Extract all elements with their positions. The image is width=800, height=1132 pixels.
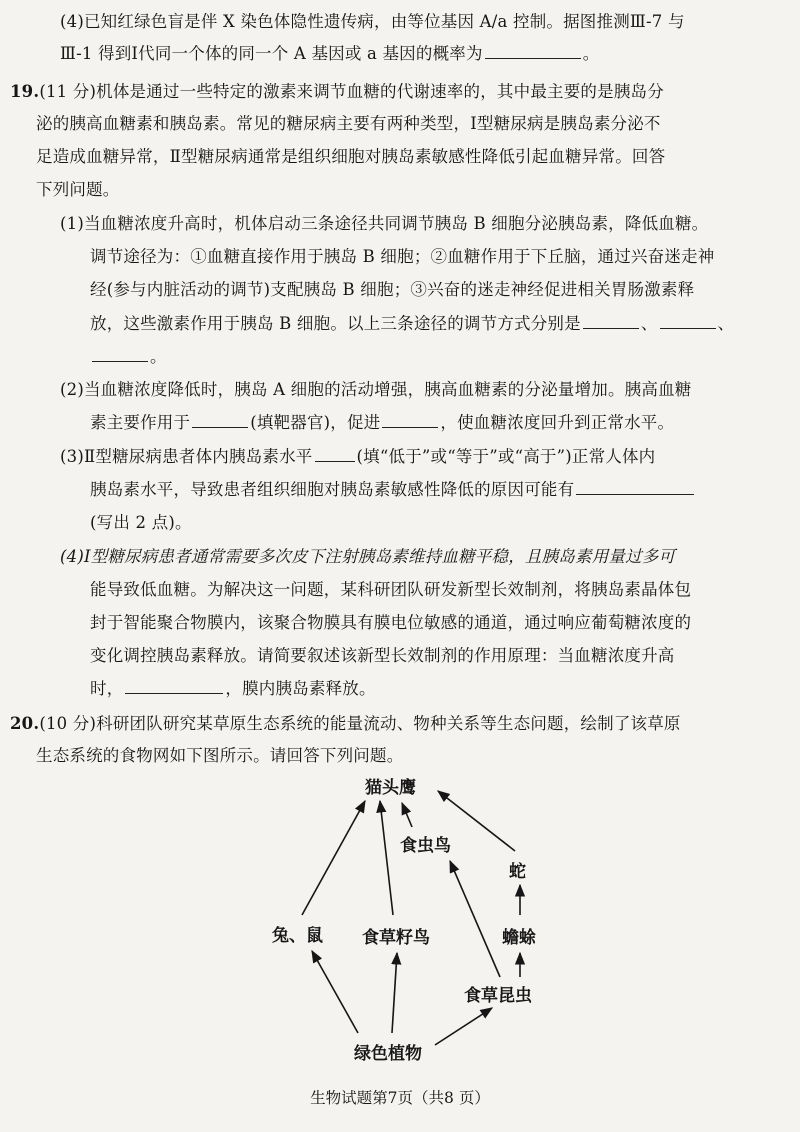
q18-4-line2	[60, 42, 599, 66]
arrow-plant-to-rabbit-mouse	[312, 951, 358, 1033]
q20-line1	[10, 712, 681, 736]
q20-line1-text: (10 分)科研团队研究某草原生态系统的能量流动、物种关系等生态问题，绘制了该草原	[39, 714, 681, 733]
q19-line2: 泌的胰高血糖素和胰岛素。常见的糖尿病主要有两种类型，Ⅰ型糖尿病是胰岛素分泌不	[36, 114, 661, 133]
answer-blank[interactable]	[485, 42, 581, 59]
q19-2-line2	[90, 411, 674, 435]
q19-line3: 足造成血糖异常，Ⅱ型糖尿病通常是组织细胞对胰岛素敏感性降低引起血糖异常。回答	[36, 147, 666, 166]
answer-blank-1[interactable]	[583, 312, 639, 329]
food-web-diagram	[250, 765, 570, 1075]
q19-number: 19.	[10, 82, 40, 101]
answer-blank-promote[interactable]	[382, 411, 438, 428]
q20-number: 20.	[10, 714, 40, 733]
answer-blank-3[interactable]	[92, 345, 148, 362]
q19-4-line5	[90, 677, 376, 701]
q19-4-line5-end: ，膜内胰岛素释放。	[225, 679, 376, 698]
q19-1-line1: (1)当血糖浓度升高时，机体启动三条途径共同调节胰岛 B 细胞分泌胰岛素，降低血糖。	[60, 214, 709, 233]
arrow-plant-to-insect	[435, 1008, 492, 1045]
q19-3-line1-text: (3)Ⅱ型糖尿病患者体内胰岛素水平	[60, 447, 313, 466]
q19-2-line1: (2)当血糖浓度降低时，胰岛 A 细胞的活动增强，胰高血糖素的分泌量增加。胰高血糖	[60, 380, 692, 399]
q19-4-line2: 能导致低血糖。为解决这一问题，某科研团队研发新型长效制剂，将胰岛素晶体包	[90, 580, 692, 599]
node-snake: 蛇	[509, 862, 526, 882]
answer-blank-insulin-level[interactable]	[315, 445, 355, 462]
page-footer: 生物试题第7页（共8 页）	[310, 1089, 490, 1107]
answer-blank-mechanism[interactable]	[125, 677, 223, 694]
node-seed-bird: 食草籽鸟	[362, 928, 430, 948]
q19-2-line2-mid: (填靶器官)，促进	[250, 413, 381, 432]
answer-blank-reason[interactable]	[576, 478, 694, 495]
node-toad: 蟾蜍	[502, 928, 536, 948]
q18-4-line2-end: 。	[582, 44, 600, 63]
node-insect-bird: 食虫鸟	[400, 836, 451, 856]
q19-1-sep1: 、	[640, 314, 658, 333]
q19-line1-text: (11 分)机体是通过一些特定的激素来调节血糖的代谢速率的，其中最主要的是胰岛分	[39, 82, 664, 101]
q19-1-line4	[90, 312, 734, 336]
q19-3-line1	[60, 445, 655, 469]
q20-line2: 生态系统的食物网如下图所示。请回答下列问题。	[36, 746, 404, 765]
node-insect: 食草昆虫	[464, 986, 532, 1006]
q19-4-line5-text: 时，	[90, 679, 124, 698]
node-plant: 绿色植物	[354, 1044, 422, 1064]
q19-1-end: 。	[150, 347, 167, 366]
arrow-plant-to-seed-bird	[392, 953, 397, 1033]
q19-1-line5	[90, 345, 167, 369]
node-owl: 猫头鹰	[365, 778, 416, 798]
arrow-seed-bird-to-owl	[380, 801, 393, 915]
q19-4-line4: 变化调控胰岛素释放。请简要叙述该新型长效制剂的作用原理：当血糖浓度升高	[90, 646, 675, 665]
q19-4-line3: 封于智能聚合物膜内，该聚合物膜具有膜电位敏感的通道，通过响应葡萄糖浓度的	[90, 613, 692, 632]
q19-4-line1: (4)Ⅰ型糖尿病患者通常需要多次皮下注射胰岛素维持血糖平稳，且胰岛素用量过多可	[60, 547, 676, 566]
q19-2-line2-end: ，使血糖浓度回升到正常水平。	[440, 413, 675, 432]
food-web-arrows	[302, 791, 520, 1045]
answer-blank-target-organ[interactable]	[192, 411, 248, 428]
node-rabbit-mouse: 兔、鼠	[272, 926, 323, 946]
arrow-insect-to-insect-bird	[450, 861, 500, 977]
q18-4-line2-text: Ⅲ-1 得到Ⅰ代同一个体的同一个 A 基因或 a 基因的概率为	[60, 44, 483, 63]
q19-1-line4-text: 放，这些激素作用于胰岛 B 细胞。以上三条途径的调节方式分别是	[90, 314, 581, 333]
q19-3-line1-end: (填“低于”或“等于”或“高于”)正常人体内	[356, 447, 656, 466]
arrow-insect-bird-to-owl	[402, 803, 412, 827]
q19-1-sep2: 、	[717, 314, 735, 333]
answer-blank-2[interactable]	[660, 312, 716, 329]
q19-line4: 下列问题。	[36, 180, 120, 199]
q19-3-line3: (写出 2 点)。	[90, 513, 192, 532]
arrow-rabbit-mouse-to-owl	[302, 801, 365, 915]
q19-line1	[10, 80, 664, 104]
q19-2-line2-text: 素主要作用于	[90, 413, 191, 432]
q19-1-line3: 经(参与内脏活动的调节)支配胰岛 B 细胞；③兴奋的迷走神经促进相关胃肠激素释	[90, 280, 695, 299]
q18-4-line1: (4)已知红绿色盲是伴 X 染色体隐性遗传病，由等位基因 A/a 控制。据图推测Ⅲ-7 与	[60, 12, 685, 31]
q19-3-line2-text: 胰岛素水平，导致患者组织细胞对胰岛素敏感性降低的原因可能有	[90, 480, 575, 499]
q19-1-line2: 调节途径为：①血糖直接作用于胰岛 B 细胞；②血糖作用于下丘脑，通过兴奋迷走神	[90, 247, 715, 266]
q19-3-line2	[90, 478, 696, 502]
